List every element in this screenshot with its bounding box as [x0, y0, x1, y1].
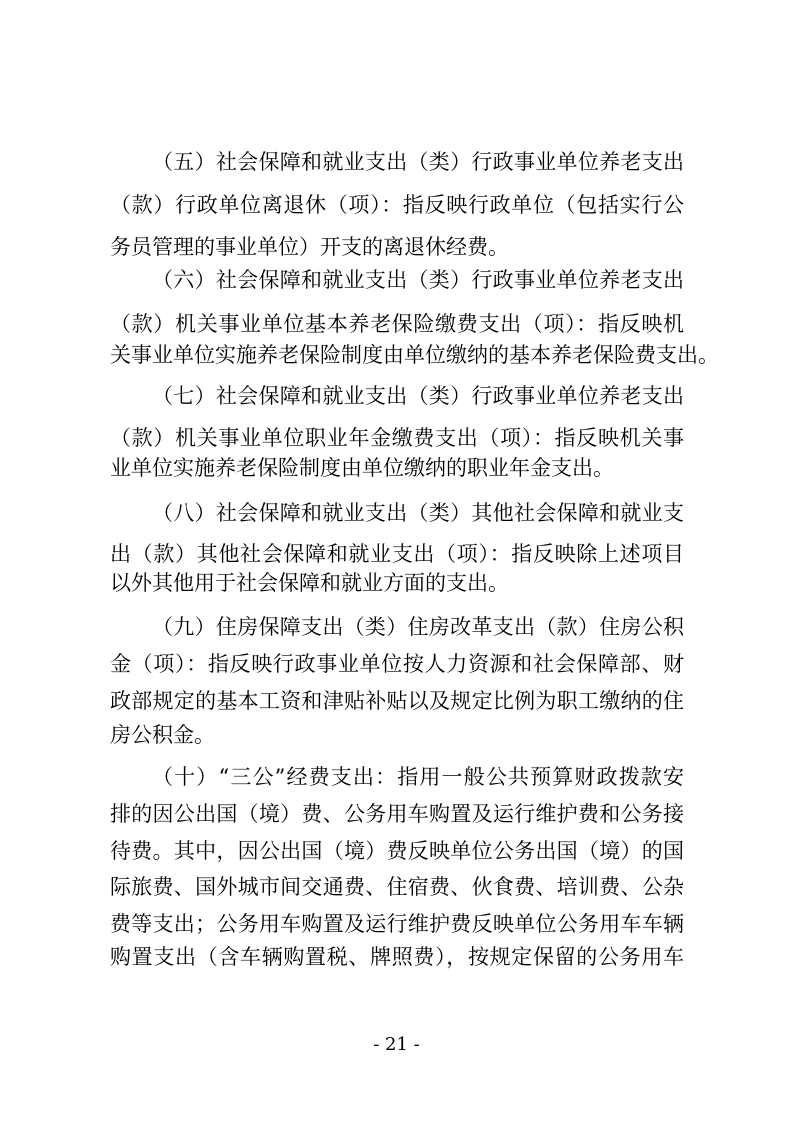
- paragraph-line: 业单位实施养老保险制度由单位缴纳的职业年金支出。: [110, 456, 614, 480]
- paragraph-line: （九）住房保障支出（类）住房改革支出（款）住房公积: [152, 615, 684, 639]
- paragraph-line: 出（款）其他社会保障和就业支出（项）：指反映除上述项目: [110, 542, 684, 566]
- paragraph-line: 政部规定的基本工资和津贴补贴以及规定比例为职工缴纳的住: [110, 689, 684, 713]
- paragraph-line: （款）机关事业单位职业年金缴费支出（项）：指反映机关事: [110, 426, 684, 450]
- paragraph-line: 费等支出；公务用车购置及运行维护费反映单位公务用车车辆: [110, 912, 684, 936]
- paragraph-line: （六）社会保障和就业支出（类）行政事业单位养老支出: [152, 268, 684, 292]
- paragraph-line: 关事业单位实施养老保险制度由单位缴纳的基本养老保险费支出。: [110, 343, 719, 367]
- paragraph-line: 购置支出（含车辆购置税、牌照费），按规定保留的公务用车: [110, 945, 684, 969]
- paragraph-line: （款）行政单位离退休（项）：指反映行政单位（包括实行公: [110, 193, 684, 217]
- paragraph-line: 排的因公出国（境）费、公务用车购置及运行维护费和公务接: [110, 802, 684, 826]
- paragraph-line: 金（项）：指反映行政事业单位按人力资源和社会保障部、财: [110, 652, 684, 676]
- paragraph-line: 房公积金。: [110, 723, 215, 747]
- paragraph-line: （十）“三公”经费支出：指用一般公共预算财政拨款安: [152, 765, 684, 789]
- paragraph-line: （八）社会保障和就业支出（类）其他社会保障和就业支: [152, 501, 684, 525]
- paragraph-line: （七）社会保障和就业支出（类）行政事业单位养老支出: [152, 384, 684, 408]
- paragraph-line: 际旅费、国外城市间交通费、住宿费、伙食费、培训费、公杂: [110, 875, 684, 899]
- paragraph-line: 待费。其中，因公出国（境）费反映单位公务出国（境）的国: [110, 839, 684, 863]
- paragraph-line: 以外其他用于社会保障和就业方面的支出。: [110, 571, 509, 595]
- paragraph-line: （五）社会保障和就业支出（类）行政事业单位养老支出: [152, 150, 684, 174]
- page-number: - 21 -: [373, 1034, 420, 1055]
- paragraph-line: 务员管理的事业单位）开支的离退休经费。: [110, 235, 509, 259]
- paragraph-line: （款）机关事业单位基本养老保险缴费支出（项）：指反映机: [110, 312, 684, 336]
